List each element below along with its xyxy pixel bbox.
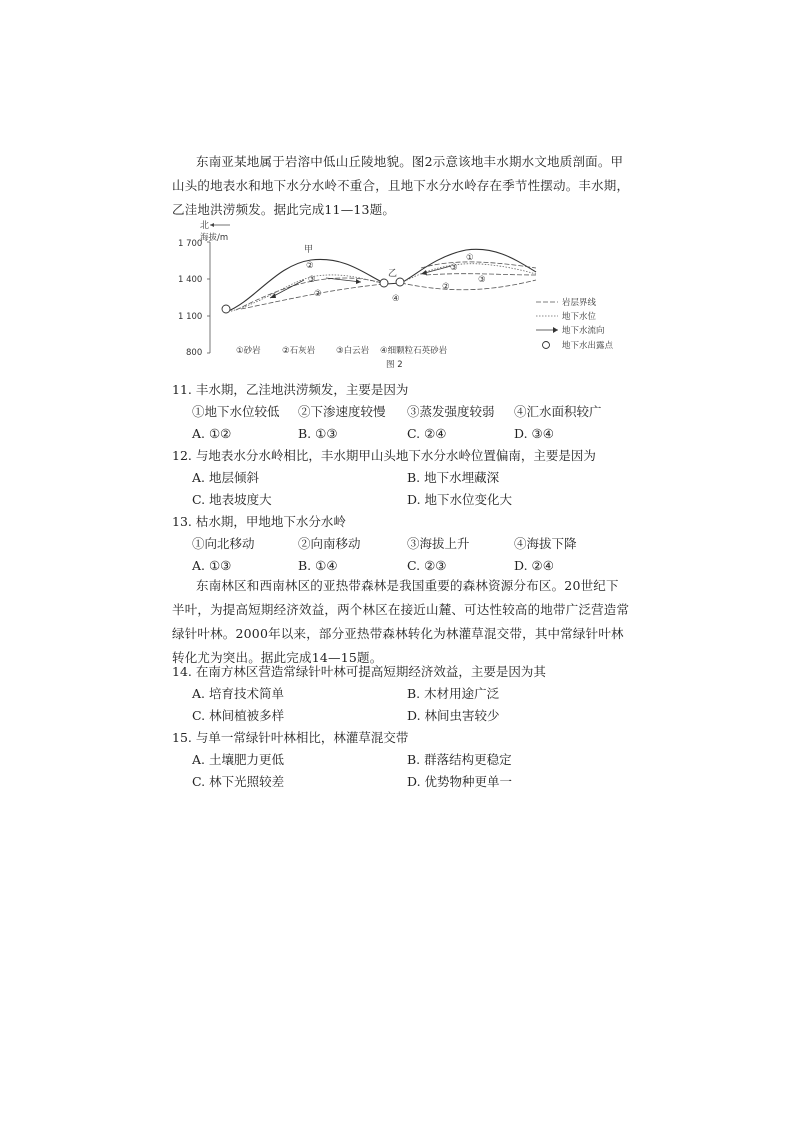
circ-3-a: ③: [308, 275, 316, 285]
y-axis-label: 海拔/m: [200, 233, 229, 243]
spring-point-2: [380, 279, 388, 287]
y-tick-1100: 1 100: [178, 312, 203, 322]
y-tick-800: 800: [186, 348, 203, 358]
q13-item-4: ④海拔下降: [514, 536, 577, 551]
intro-paragraph-2: 东南林区和西南林区的亚热带森林是我国重要的森林资源分布区。20世纪下半叶，为提高短期经济效益，两个林区在接近山麓、可达性较高的地带广泛营造常绿针叶林。2000年以来，部分亚热带森林转化为林灌草混交带，其中常绿针叶林转化尤为突出。据此完成14—15题。: [172, 578, 630, 665]
spring-point-1: [222, 305, 230, 313]
q14-option-a[interactable]: A. 培育技术简单: [192, 686, 284, 701]
north-label: 北: [200, 221, 210, 231]
q14-option-d[interactable]: D. 林间虫害较少: [407, 708, 500, 723]
q12-stem: 12. 与地表水分水岭相比，丰水期甲山头地下水分水岭位置偏南，主要是因为: [172, 448, 596, 463]
circ-1: ①: [466, 253, 474, 263]
q11-option-d[interactable]: D. ③④: [514, 426, 554, 441]
q14-option-c[interactable]: C. 林间植被多样: [192, 708, 285, 723]
q13-item-1: ①向北移动: [192, 536, 255, 551]
layer-boundary-4: [421, 262, 536, 268]
q13-option-a[interactable]: A. ①③: [192, 558, 232, 573]
q12-option-c[interactable]: C. 地表坡度大: [192, 492, 272, 507]
rock-legend-sandstone: ①砂岩: [236, 346, 261, 356]
q11-item-4: ④汇水面积较广: [514, 404, 602, 419]
label-yi: 乙: [388, 269, 398, 279]
layer-boundary-3: [401, 280, 536, 290]
q13-option-d[interactable]: D. ②④: [514, 558, 554, 573]
circ-3-c: ③: [478, 275, 486, 285]
y-tick-1400: 1 400: [178, 275, 203, 285]
circ-3-b: ③: [450, 263, 458, 273]
q11-item-1: ①地下水位较低: [192, 404, 280, 419]
q11-option-b[interactable]: B. ①③: [298, 426, 338, 441]
q12-option-b[interactable]: B. 地下水埋藏深: [407, 470, 500, 485]
q11-item-3: ③蒸发强度较弱: [407, 404, 495, 419]
rock-legend-dolomite: ③白云岩: [336, 346, 370, 356]
q11-option-c[interactable]: C. ②④: [407, 426, 447, 441]
q11-option-a[interactable]: A. ①②: [192, 426, 232, 441]
q15-option-c[interactable]: C. 林下光照较差: [192, 774, 285, 789]
figure-caption: 图 2: [386, 360, 403, 370]
legend-water-table: 地下水位: [562, 312, 597, 322]
q15-stem: 15. 与单一常绿针叶林相比，林灌草混交带: [172, 730, 409, 745]
q12-option-d[interactable]: D. 地下水位变化大: [407, 492, 513, 507]
q13-stem: 13. 枯水期，甲地地下水分水岭: [172, 514, 346, 529]
q13-item-2: ②向南移动: [298, 536, 361, 551]
q13-option-b[interactable]: B. ①④: [298, 558, 338, 573]
circ-4: ④: [392, 294, 400, 304]
label-jia: 甲: [304, 245, 314, 255]
q15-option-a[interactable]: A. 土壤肥力更低: [192, 752, 284, 767]
q14-stem: 14. 在南方林区营造常绿针叶林可提高短期经济效益，主要是因为其: [172, 664, 546, 679]
north-arrow-head: [210, 223, 214, 227]
spring-point-3: [396, 278, 404, 286]
legend-flow-direction: 地下水流向: [562, 326, 605, 336]
q13-option-c[interactable]: C. ②③: [407, 558, 447, 573]
q13-item-3: ③海拔上升: [407, 536, 470, 551]
circ-2-b: ②: [314, 289, 322, 299]
rock-legend-limestone: ②石灰岩: [282, 346, 316, 356]
circ-2-a: ②: [306, 261, 314, 271]
circ-2-c: ②: [442, 282, 450, 292]
q11-item-2: ②下渗速度较慢: [298, 404, 386, 419]
legend-outlet-point: 地下水出露点: [562, 341, 614, 351]
legend-layer-boundary: 岩层界线: [562, 298, 597, 308]
q14-option-b[interactable]: B. 木材用途广泛: [407, 686, 500, 701]
q15-option-d[interactable]: D. 优势物种更单一: [407, 774, 513, 789]
layer-boundary-2: [241, 284, 384, 309]
y-tick-1700: 1 700: [178, 239, 203, 249]
flow-arrow-2: [326, 278, 361, 282]
hydrogeology-profile-figure: [178, 220, 656, 370]
q12-option-a[interactable]: A. 地层倾斜: [192, 470, 259, 485]
intro-paragraph-1: 东南亚某地属于岩溶中低山丘陵地貌。图2示意该地丰水期水文地质剖面。甲山头的地表水和地下水分水岭不重合，且地下水分水岭存在季节性摆动。丰水期，乙洼地洪涝频发。据此完成11—13题。: [172, 154, 630, 217]
rock-legend-quartz-sandstone: ④细颗粒石英砂岩: [380, 346, 448, 356]
q15-option-b[interactable]: B. 群落结构更稳定: [407, 752, 512, 767]
q11-stem: 11. 丰水期，乙洼地洪涝频发，主要是因为: [172, 382, 409, 397]
